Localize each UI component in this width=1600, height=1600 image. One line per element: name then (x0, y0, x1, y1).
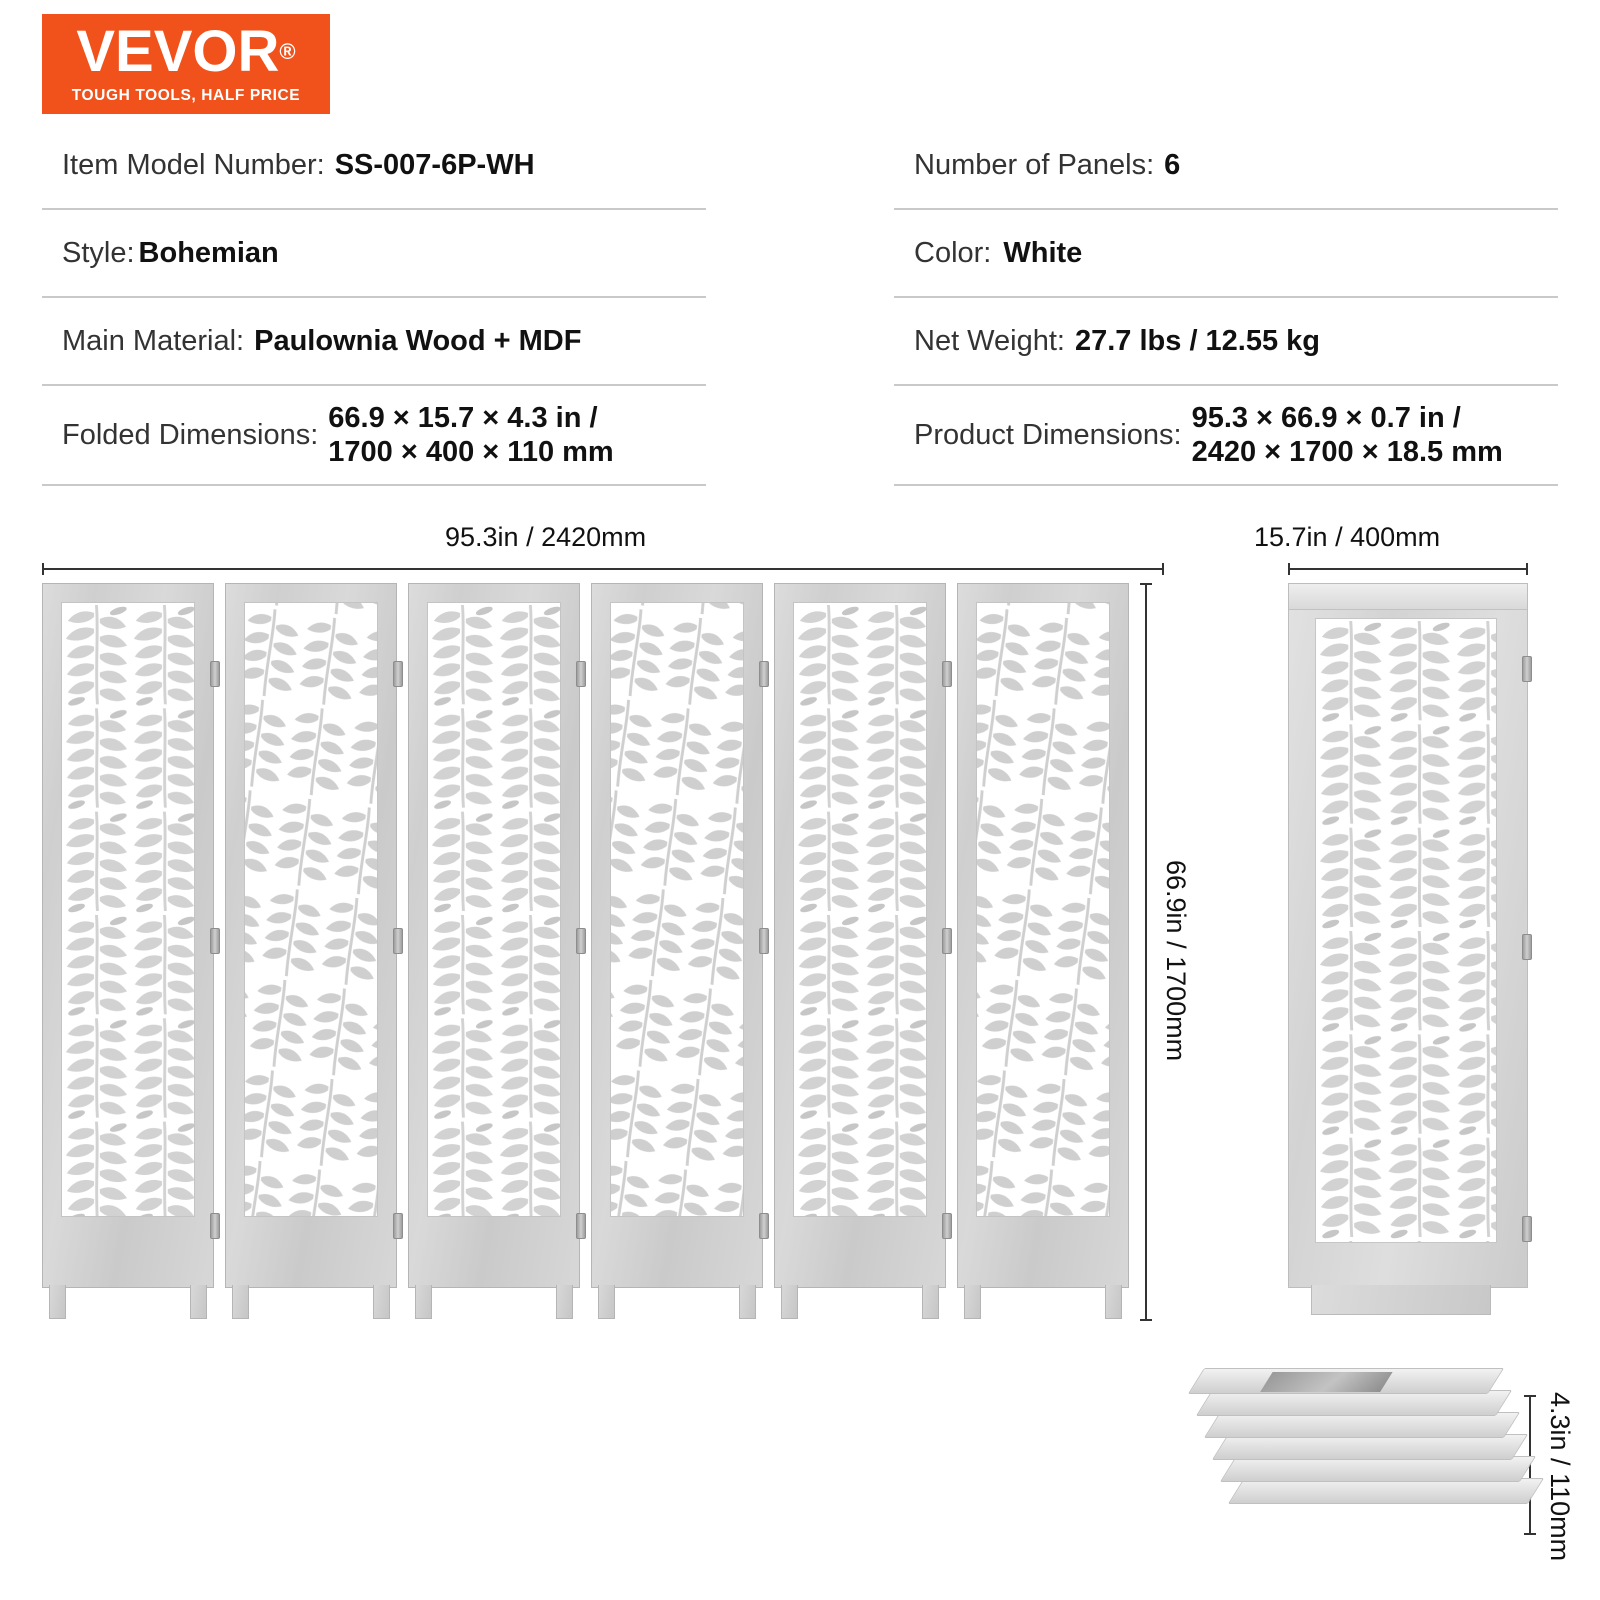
panel-leg-left (232, 1285, 249, 1319)
panel-leg-left (49, 1285, 66, 1319)
panel-hinge (942, 1213, 952, 1239)
panel-hinge (942, 928, 952, 954)
panel-hinge (1522, 934, 1532, 960)
dimension-label-width-main: 95.3in / 2420mm (445, 522, 647, 552)
spec-value: 95.3 × 66.9 × 0.7 in / 2420 × 1700 × 18.5 mm (1191, 402, 1503, 468)
screen-panel-6 (957, 583, 1129, 1288)
spec-table (42, 122, 1558, 486)
panel-hinge (393, 661, 403, 687)
product-image-side-view (1288, 583, 1528, 1288)
spec-label: Net Weight: (914, 324, 1065, 357)
spec-label: Folded Dimensions: (62, 418, 319, 451)
spec-value: 6 (1164, 148, 1181, 181)
spec-value: Bohemian (138, 236, 279, 269)
leaf-cutout-pattern (245, 603, 377, 1216)
spec-spacer (706, 122, 894, 210)
spec-label: Main Material: (62, 324, 245, 357)
dimension-line-width-side (1288, 563, 1528, 575)
dimension-label-width-side: 15.7in / 400mm (1254, 522, 1441, 552)
dimension-label-thickness-stack: 4.3in / 110mm (1545, 1392, 1575, 1562)
panel-leg-right (373, 1285, 390, 1319)
spec-value: 66.9 × 15.7 × 4.3 in / 1700 × 400 × 110 mm (328, 402, 614, 468)
panel-cutout-area (1315, 618, 1497, 1243)
panel-hinge (576, 661, 586, 687)
leaf-cutout-pattern (794, 603, 926, 1216)
logo-tagline: TOUGH TOOLS, HALF PRICE (71, 87, 301, 104)
panel-hinge (576, 1213, 586, 1239)
spec-spacer (706, 386, 894, 486)
stack-slab-top (1188, 1368, 1504, 1394)
spec-row-material (42, 298, 706, 386)
screen-panel-3 (408, 583, 580, 1288)
panel-leg-left (598, 1285, 615, 1319)
spec-label: Product Dimensions: (914, 418, 1182, 451)
logo-wordmark (76, 19, 296, 84)
spec-label: Item Model Number: (62, 148, 325, 181)
logo-wordmark-text: VEVOR (76, 19, 280, 84)
product-image-folded-stack (1180, 1360, 1520, 1575)
spec-row-weight (894, 298, 1558, 386)
spec-value: SS-007-6P-WH (334, 148, 535, 181)
panel-hinge (942, 661, 952, 687)
spec-spacer (706, 298, 894, 386)
spec-row-panels (894, 122, 1558, 210)
spec-spacer (706, 210, 894, 298)
leaf-cutout-pattern (1316, 619, 1496, 1242)
side-view-foot (1311, 1285, 1491, 1315)
panel-cutout-area (244, 602, 378, 1217)
panel-leg-right (1105, 1285, 1122, 1319)
panel-leg-left (964, 1285, 981, 1319)
panel-hinge (1522, 1216, 1532, 1242)
dimension-line-width-main (42, 563, 1164, 575)
panel-leg-right (556, 1285, 573, 1319)
panel-hinge (210, 928, 220, 954)
spec-row-model (42, 122, 706, 210)
spec-label: Style: (62, 236, 135, 269)
panel-hinge (1522, 656, 1532, 682)
panel-cutout-area (61, 602, 195, 1217)
panel-hinge (393, 1213, 403, 1239)
spec-value: Paulownia Wood + MDF (254, 324, 582, 357)
leaf-cutout-pattern (62, 603, 194, 1216)
screen-panel-5 (774, 583, 946, 1288)
side-view-top-rail (1289, 584, 1527, 610)
spec-value: White (1003, 236, 1083, 269)
panel-leg-right (922, 1285, 939, 1319)
panel-hinge (759, 1213, 769, 1239)
panel-leg-left (781, 1285, 798, 1319)
panel-leg-left (415, 1285, 432, 1319)
panel-hinge (759, 928, 769, 954)
registered-trademark-icon: ® (279, 39, 296, 64)
panel-hinge (759, 661, 769, 687)
spec-row-product-dimensions (894, 386, 1558, 486)
spec-label: Color: (914, 236, 992, 269)
screen-panel-2 (225, 583, 397, 1288)
panel-hinge (210, 1213, 220, 1239)
spec-label: Number of Panels: (914, 148, 1155, 181)
spec-row-color (894, 210, 1558, 298)
panel-cutout-area (427, 602, 561, 1217)
product-image-front-view (42, 583, 1142, 1323)
spec-value: 27.7 lbs / 12.55 kg (1074, 324, 1321, 357)
screen-panel-4 (591, 583, 763, 1288)
leaf-cutout-pattern (977, 603, 1109, 1216)
panel-leg-right (190, 1285, 207, 1319)
spec-row-folded-dimensions (42, 386, 706, 486)
vevor-logo (42, 14, 330, 114)
screen-panel-1 (42, 583, 214, 1288)
dimension-label-height-main: 66.9in / 1700mm (1161, 860, 1191, 1062)
leaf-cutout-pattern (611, 603, 743, 1216)
panel-hinge (576, 928, 586, 954)
panel-cutout-area (610, 602, 744, 1217)
leaf-cutout-pattern (428, 603, 560, 1216)
panel-hinge (393, 928, 403, 954)
spec-row-style (42, 210, 706, 298)
panel-cutout-area (793, 602, 927, 1217)
panel-cutout-area (976, 602, 1110, 1217)
stack-pattern-shadow (1260, 1372, 1392, 1392)
panel-hinge (210, 661, 220, 687)
panel-leg-right (739, 1285, 756, 1319)
